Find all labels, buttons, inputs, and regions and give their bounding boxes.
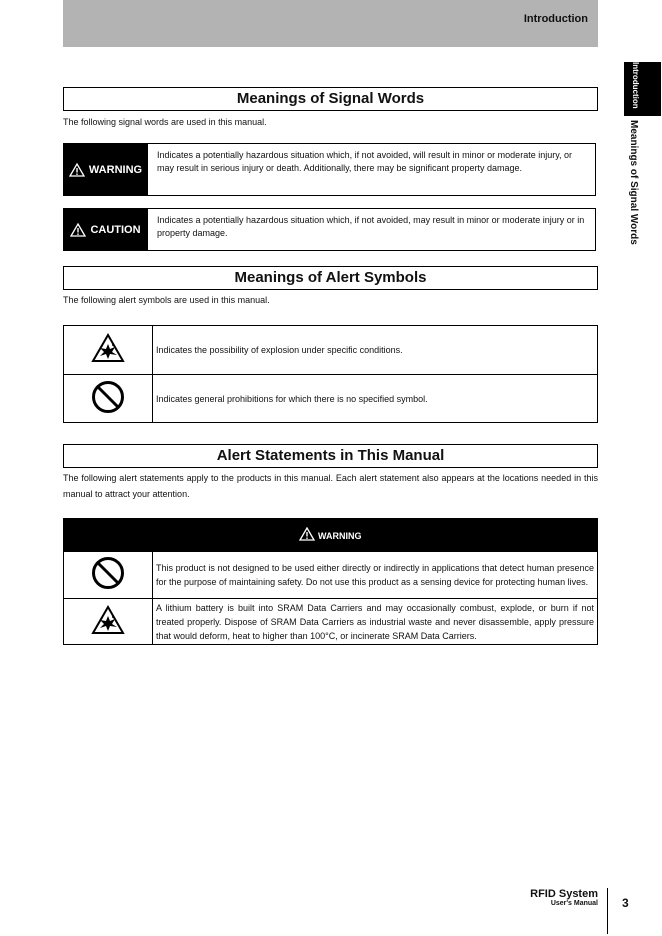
page-number: 3 bbox=[622, 896, 629, 910]
statement-text: This product is not designed to be used either directly or indirectly in applications that detect human presence for the purpose of maintaining safety. Do not use this product as a sensing device for protecting human lives. bbox=[153, 552, 598, 599]
warning-header bbox=[64, 519, 598, 552]
footer-divider bbox=[607, 888, 608, 934]
alert-statements-title: Alert Statements in This Manual bbox=[63, 444, 598, 468]
signal-warning-box bbox=[63, 143, 598, 196]
warning-label-text: WARNING bbox=[88, 163, 143, 176]
alert-symbols-table bbox=[63, 325, 598, 423]
footer-subtitle: User's Manual bbox=[550, 900, 598, 907]
prohibition-icon bbox=[91, 556, 125, 590]
caution-label-text: CAUTION bbox=[90, 223, 141, 236]
alert-statements-intro: The following alert statements apply to the products in this manual. Each alert statement also appears at the locations needed in this manual to attract your attention. bbox=[63, 473, 598, 499]
table-row bbox=[64, 552, 598, 599]
symbol-cell bbox=[64, 375, 153, 423]
side-chapter-tab bbox=[624, 62, 661, 116]
side-section-tab bbox=[626, 120, 640, 280]
prohibition-icon bbox=[91, 380, 125, 414]
header-band bbox=[63, 0, 598, 47]
header-section-title: Introduction bbox=[523, 13, 588, 25]
caution-label bbox=[63, 208, 148, 251]
footer-title: RFID System bbox=[530, 888, 598, 900]
statement-icon-cell bbox=[64, 599, 153, 645]
warning-label bbox=[63, 143, 148, 196]
table-row bbox=[64, 599, 598, 645]
signal-words-intro: The following signal words are used in this manual. bbox=[63, 117, 267, 127]
warning-triangle-icon bbox=[299, 527, 315, 541]
signal-caution-box bbox=[63, 208, 598, 251]
alert-symbols-intro: The following alert symbols are used in this manual. bbox=[63, 295, 270, 305]
alert-symbols-title: Meanings of Alert Symbols bbox=[63, 266, 598, 290]
signal-words-title: Meanings of Signal Words bbox=[63, 87, 598, 111]
statement-text: A lithium battery is built into SRAM Data Carriers and may occasionally combust, explode, or burn if not treated properly. Dispose of SRAM Data Carriers as industrial waste and never disassemble, apply pressure that would deform, heat to higher than 100°C, or incinerate SRAM Data Carriers. bbox=[153, 599, 598, 645]
table-row bbox=[64, 326, 598, 375]
statement-icon-cell bbox=[64, 552, 153, 599]
warning-description: Indicates a potentially hazardous situation which, if not avoided, will result in minor or moderate injury, or may result in serious injury or death. Additionally, there may be significant property damage. bbox=[148, 143, 596, 196]
warning-triangle-icon bbox=[69, 163, 85, 177]
symbol-cell bbox=[64, 326, 153, 375]
side-section-label: Meanings of Signal Words bbox=[628, 120, 639, 245]
table-header-row bbox=[64, 519, 598, 552]
symbol-description: Indicates the possibility of explosion under specific conditions. bbox=[153, 326, 598, 375]
table-row bbox=[64, 375, 598, 423]
side-chapter-label: Introduction bbox=[631, 62, 640, 109]
caution-triangle-icon bbox=[70, 223, 86, 237]
warning-header-text: WARNING bbox=[318, 531, 362, 541]
explosion-icon bbox=[91, 333, 125, 363]
symbol-description: Indicates general prohibitions for which there is no specified symbol. bbox=[153, 375, 598, 423]
caution-description: Indicates a potentially hazardous situation which, if not avoided, may result in minor or moderate injury or in property damage. bbox=[148, 208, 596, 251]
explosion-icon bbox=[91, 605, 125, 635]
alert-statements-table bbox=[63, 518, 598, 645]
